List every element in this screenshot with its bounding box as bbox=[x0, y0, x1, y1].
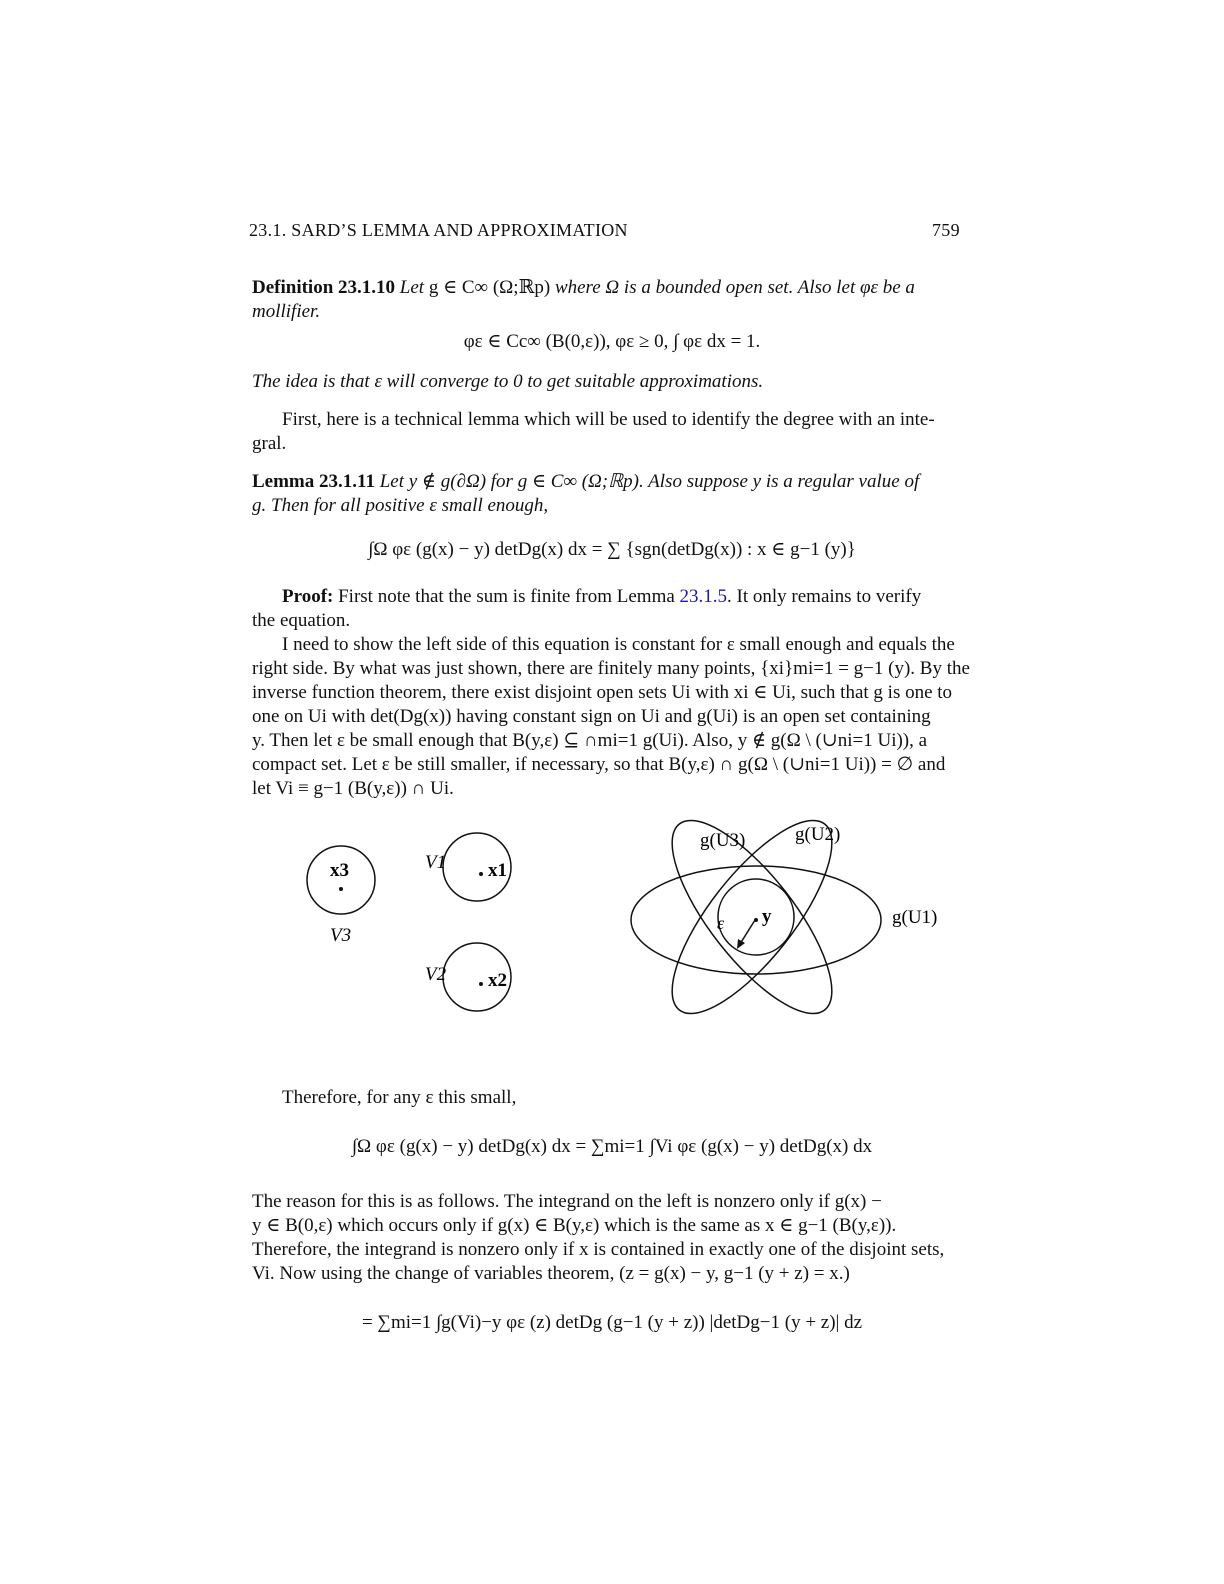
radius-arrowhead bbox=[737, 939, 745, 949]
therefore-line bbox=[252, 1086, 972, 1110]
lemma-label: Lemma 23.1.11 bbox=[252, 471, 375, 492]
x3-label: x3 bbox=[330, 860, 349, 881]
proof-text-b: . It only remains to verify bbox=[727, 586, 922, 607]
x2-point bbox=[479, 982, 483, 986]
intro-line-2: gral. bbox=[252, 433, 287, 454]
page-number: 759 bbox=[932, 220, 960, 240]
proof-line-4: one on Ui with det(Dg(x)) having constant sign on Ui and g(Ui) is an open set containing bbox=[252, 706, 931, 727]
x2-label: x2 bbox=[488, 970, 507, 991]
proof-text-c: the equation. bbox=[252, 610, 351, 631]
g-u3-label: g(U3) bbox=[700, 830, 746, 851]
radius-arrow bbox=[740, 920, 755, 944]
running-header: 23.1. SARD’S LEMMA AND APPROXIMATION bbox=[249, 220, 628, 240]
x1-point bbox=[479, 872, 483, 876]
reason-line-2: y ∈ B(0,ε) which occurs only if g(x) ∈ B(y,ε) which is the same as x ∈ g−1 (B(y,ε)). bbox=[252, 1215, 897, 1236]
proof-line-6: compact set. Let ε be still smaller, if necessary, so that B(y,ε) ∩ g(Ω \ (∪ni=1 Ui)) = ∅ and bbox=[252, 754, 946, 775]
lemma-line-1: Let y ∉ g(∂Ω) for g ∈ C∞ (Ω;ℝp). Also suppose y is a regular value of bbox=[379, 471, 920, 492]
mollifier-formula: φε ∈ Cc∞ (B(0,ε)), φε ≥ 0, ∫ φε dx = 1. bbox=[463, 331, 761, 352]
proof-line-3: inverse function theorem, there exist disjoint open sets Ui with xi ∈ Ui, such that g is one to bbox=[252, 682, 953, 703]
proof-label: Proof: bbox=[282, 586, 334, 607]
definition-text: Let bbox=[399, 277, 425, 298]
epsilon-ball bbox=[718, 879, 794, 955]
definition-text-3: mollifier. bbox=[252, 301, 321, 322]
intro-line-1: First, here is a technical lemma which will be used to identify the degree with an inte- bbox=[282, 409, 935, 430]
v3-label: V3 bbox=[330, 925, 352, 946]
reason-line-1: The reason for this is as follows. The integrand on the left is nonzero only if g(x) − bbox=[252, 1191, 882, 1212]
definition-text-2: where Ω is a bounded open set. Also let φε be a bbox=[554, 277, 915, 298]
reason-line-3: Therefore, the integrand is nonzero only if x is contained in exactly one of the disjoint sets, bbox=[252, 1239, 945, 1260]
v2-label: V2 bbox=[425, 964, 447, 985]
change-of-variables-formula: = ∑mi=1 ∫g(Vi)−y φε (z) detDg (g−1 (y + z)) |detDg−1 (y + z)| dz bbox=[361, 1312, 863, 1333]
lemma-line-2: g. Then for all positive ε small enough, bbox=[252, 495, 549, 516]
reason-line-4: Vi. Now using the change of variables theorem, (z = g(x) − y, g−1 (y + z) = x.) bbox=[252, 1263, 850, 1284]
definition-label: Definition 23.1.10 bbox=[252, 277, 396, 298]
x3-point bbox=[339, 887, 343, 891]
lemma-reference-link[interactable]: 23.1.5 bbox=[679, 586, 728, 607]
definition-remark: The idea is that ε will converge to 0 to get suitable approximations. bbox=[252, 371, 764, 392]
x1-label: x1 bbox=[488, 860, 507, 881]
therefore-text: Therefore, for any ε this small, bbox=[282, 1087, 517, 1108]
definition-space: g ∈ C∞ (Ω;ℝp) bbox=[428, 277, 551, 298]
epsilon-label: ε bbox=[717, 913, 725, 933]
proof-line-5: y. Then let ε be small enough that B(y,ε) ⊆ ∩mi=1 g(Ui). Also, y ∉ g(Ω \ (∪ni=1 Ui)), a bbox=[252, 730, 928, 751]
sum-formula: ∫Ω φε (g(x) − y) detDg(x) dx = ∑mi=1 ∫Vi φε (g(x) − y) detDg(x) dx bbox=[351, 1136, 873, 1157]
proof-line-1: I need to show the left side of this equation is constant for ε small enough and equals the bbox=[282, 634, 955, 655]
proof-line-2: right side. By what was just shown, there are finitely many points, {xi}mi=1 = g−1 (y). By the bbox=[252, 658, 970, 679]
y-label: y bbox=[762, 906, 772, 927]
proof-line-7: let Vi ≡ g−1 (B(y,ε)) ∩ Ui. bbox=[252, 778, 454, 799]
lemma-formula: ∫Ω φε (g(x) − y) detDg(x) dx = ∑ {sgn(detDg(x)) : x ∈ g−1 (y)} bbox=[368, 539, 856, 560]
g-u1-label: g(U1) bbox=[892, 907, 938, 928]
v1-label: V1 bbox=[425, 852, 447, 873]
reason-paragraph bbox=[252, 1190, 972, 1286]
proof-text-a: First note that the sum is finite from Lemma bbox=[338, 586, 675, 607]
g-u2-label: g(U2) bbox=[795, 824, 841, 845]
